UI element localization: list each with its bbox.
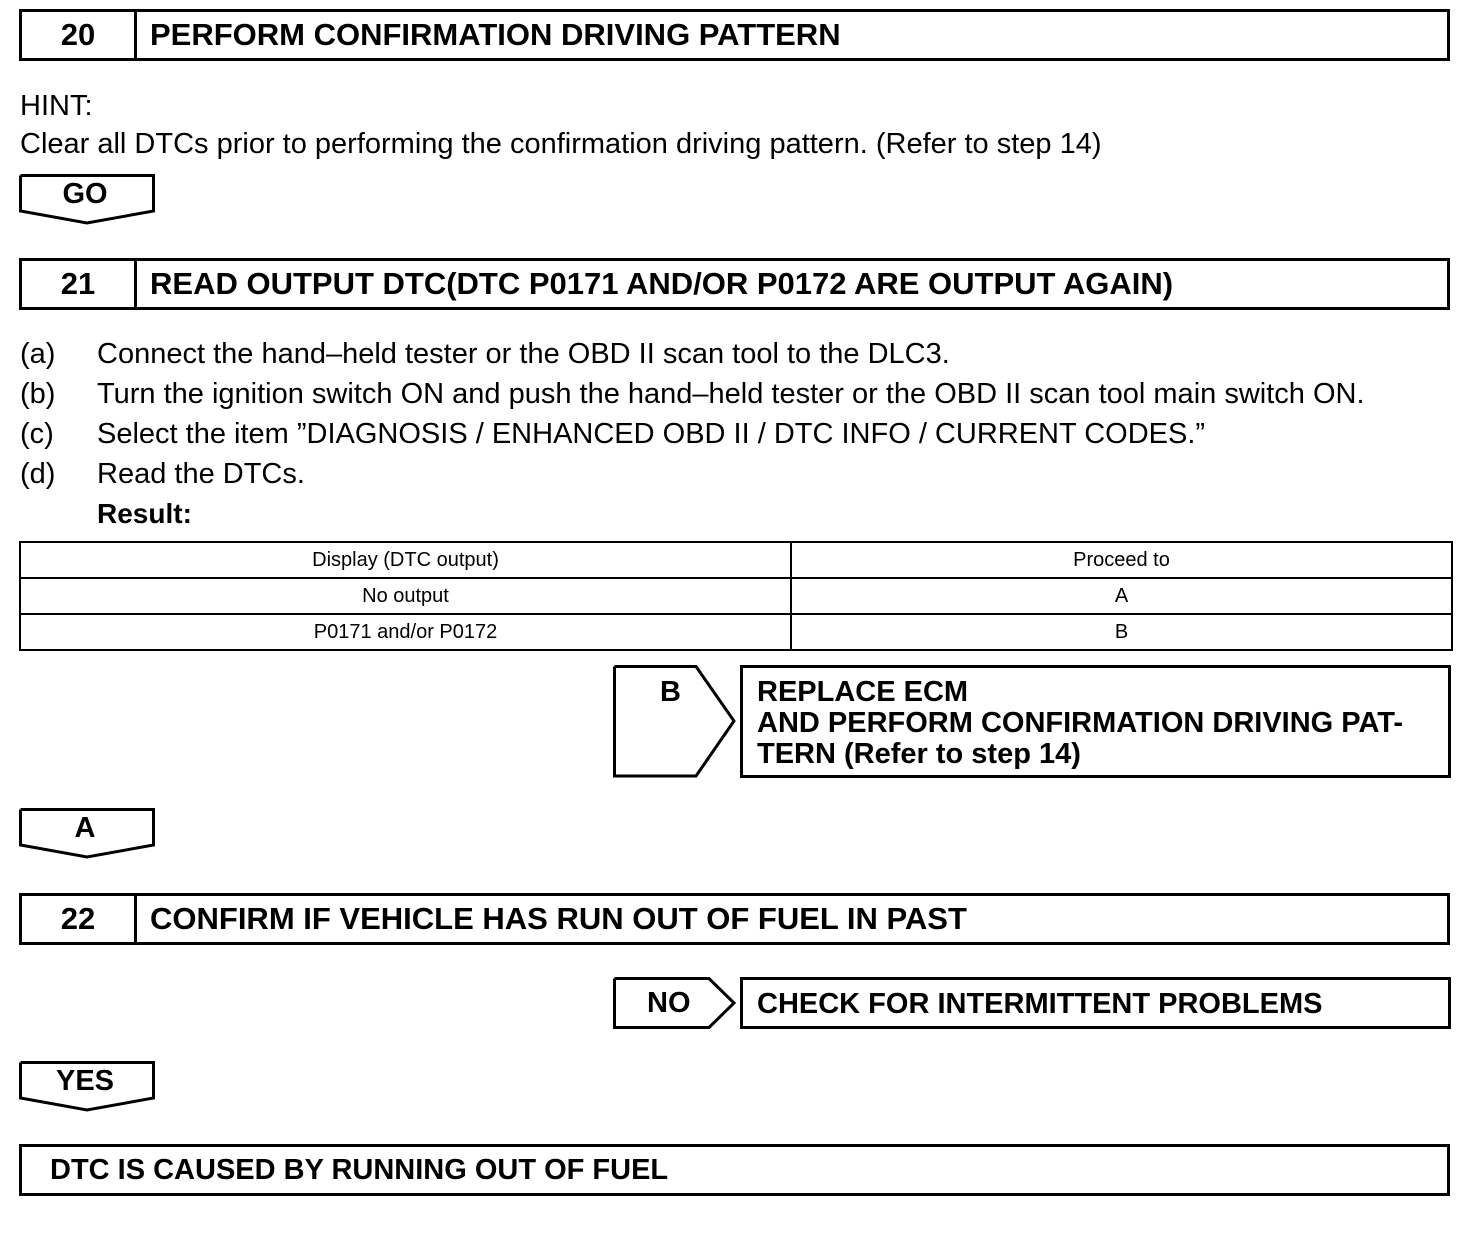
branch-yes-label: YES — [55, 1065, 115, 1097]
instruction-text: Select the item ”DIAGNOSIS / ENHANCED OBD II / DTC INFO / CURRENT CODES.” — [97, 418, 1206, 450]
branch-a-tab — [19, 808, 156, 860]
branch-b-action-box — [740, 665, 1451, 778]
step-number: 20 — [22, 12, 137, 58]
table-header-cell: Display (DTC output) — [20, 542, 791, 578]
table-header-cell: Proceed to — [791, 542, 1452, 578]
final-result-box — [19, 1144, 1450, 1196]
instruction-text: Read the DTCs. — [97, 458, 305, 490]
step-title: READ OUTPUT DTC(DTC P0171 AND/OR P0172 ARE OUTPUT AGAIN) — [150, 266, 1174, 301]
instruction-text: Connect the hand–held tester or the OBD II scan tool to the DLC3. — [97, 338, 950, 370]
table-header-row — [20, 542, 1452, 578]
instruction-label: (a) — [20, 338, 56, 370]
branch-no-action-box — [740, 977, 1451, 1029]
branch-b-label: B — [660, 676, 681, 708]
table-cell: P0171 and/or P0172 — [20, 614, 791, 650]
step-22-header — [19, 893, 1450, 945]
instruction-text: Turn the ignition switch ON and push the hand–held tester or the OBD II scan tool main switch ON. — [97, 378, 1365, 410]
step-title: CONFIRM IF VEHICLE HAS RUN OUT OF FUEL IN PAST — [150, 901, 967, 936]
step-number: 21 — [22, 261, 137, 307]
go-label: GO — [62, 178, 108, 210]
instruction-label: (c) — [20, 418, 54, 450]
hint-label: HINT: — [20, 90, 93, 122]
table-row — [20, 614, 1452, 650]
instruction-label: (d) — [20, 458, 56, 490]
action-line: CHECK FOR INTERMITTENT PROBLEMS — [757, 988, 1323, 1020]
step-21-header — [19, 258, 1450, 310]
result-label: Result: — [97, 498, 192, 529]
table-cell: A — [791, 578, 1452, 614]
branch-yes-tab — [19, 1061, 156, 1113]
action-line: TERN (Refer to step 14) — [757, 738, 1081, 770]
action-line: AND PERFORM CONFIRMATION DRIVING PAT- — [757, 707, 1404, 739]
branch-no-label: NO — [647, 987, 691, 1019]
table-cell: No output — [20, 578, 791, 614]
result-table — [19, 541, 1453, 651]
go-tab — [19, 174, 156, 226]
instruction-label: (b) — [20, 378, 56, 410]
hint-text: Clear all DTCs prior to performing the confirmation driving pattern. (Refer to step 14) — [20, 128, 1102, 160]
step-title: PERFORM CONFIRMATION DRIVING PATTERN — [150, 17, 841, 52]
step-number: 22 — [22, 896, 137, 942]
final-result-text: DTC IS CAUSED BY RUNNING OUT OF FUEL — [50, 1153, 669, 1186]
table-row — [20, 578, 1452, 614]
table-cell: B — [791, 614, 1452, 650]
action-line: REPLACE ECM — [757, 676, 969, 708]
branch-a-label: A — [74, 812, 96, 844]
step-20-header — [19, 9, 1450, 61]
